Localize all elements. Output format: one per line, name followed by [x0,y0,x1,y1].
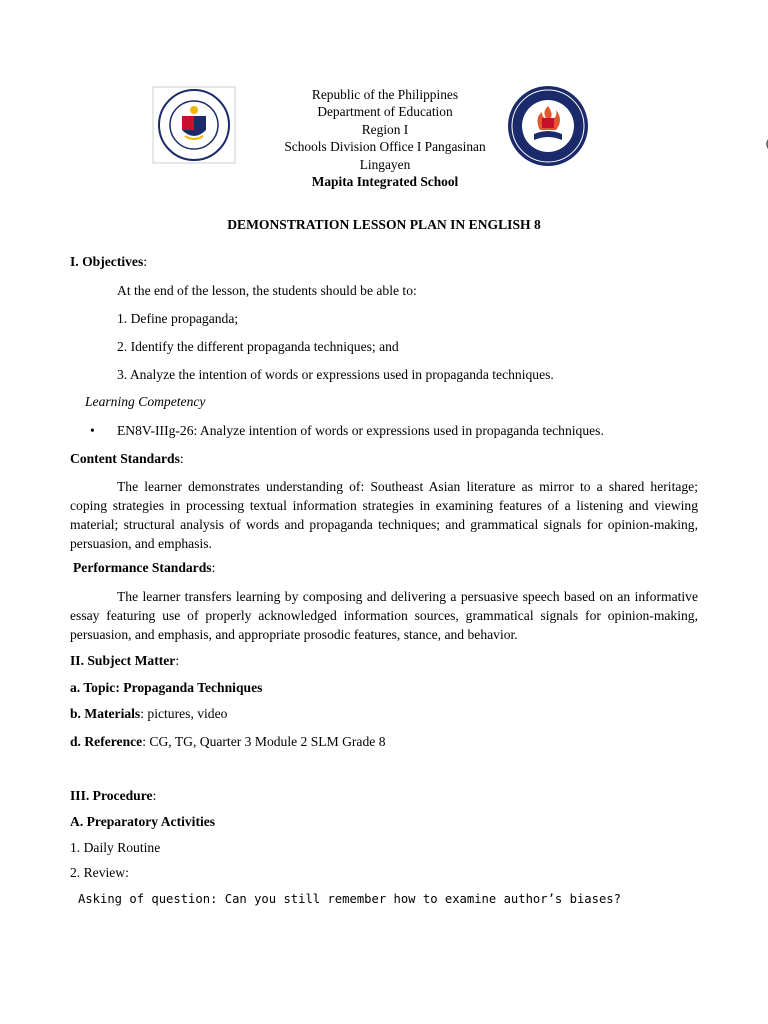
school-name: Mapita Integrated School [311,174,459,190]
objectives-heading: I. Objectives [70,254,144,269]
document-title: DEMONSTRATION LESSON PLAN IN ENGLISH 8 [227,217,541,232]
subject-matter-colon: : [175,653,180,668]
objective-item-3: 3. Analyze the intention of words or expressions used in propaganda techniques. [117,367,554,382]
content-standards-heading: Content Standards [70,451,180,466]
learning-competency-item [90,422,604,440]
subject-matter-heading-row [70,652,179,670]
subject-matter-heading: II. Subject Matter [70,653,176,668]
procedure-item-review: 2. Review: [70,865,129,880]
content-standards-colon: : [179,451,184,466]
learning-competency-heading: Learning Competency [85,394,206,409]
materials-value: : pictures, video [140,706,228,721]
page-edge-mark [762,136,768,152]
header-line-department: Department of Education [317,104,453,120]
subject-topic: a. Topic: Propaganda Techniques [70,680,263,695]
objectives-heading-row [70,253,147,271]
header-line-republic: Republic of the Philippines [311,87,459,102]
performance-standards-heading: Performance Standards [73,560,212,575]
subject-materials-row [70,705,227,723]
reference-value: : CG, TG, Quarter 3 Module 2 SLM Grade 8 [142,734,386,749]
bullet-icon: • [90,423,95,438]
objectives-heading-colon: : [143,254,148,269]
objectives-intro: At the end of the lesson, the students should be able to: [117,283,417,298]
procedure-heading-row [70,787,156,805]
learning-competency-text: EN8V-IIIg-26: Analyze intention of words or expressions used in propaganda techniques. [117,423,604,438]
content-standards-paragraph: The learner demonstrates understanding of: Southeast Asian literature as mirror to a shared heritage; coping strategies in processing textual information strategies in examining features of a listening and viewing material; structural analysis of words and propaganda techniques; and grammatical signals for opinion-making, persuasion, and emphasis. [70,479,698,551]
objective-item-1: 1. Define propaganda; [117,311,239,326]
subject-reference-row [70,733,386,751]
performance-standards-heading-row [73,559,215,577]
performance-standards-paragraph: The learner transfers learning by composing and delivering a persuasive speech based on an informative essay featuring use of properly acknowledged information sources, grammatical signals for opinion-making, persuasion, and emphasis, and appropriate prosodic features, stance, and behavior. [70,589,698,642]
objective-item-2: 2. Identify the different propaganda techniques; and [117,339,399,354]
header-line-region: Region I [361,121,409,137]
reference-label: d. Reference [70,734,143,749]
review-question: Asking of question: Can you still remember how to examine author’s biases? [78,892,621,906]
procedure-colon: : [152,788,157,803]
document-header [200,86,570,190]
performance-standards-colon: : [211,560,216,575]
header-line-division: Schools Division Office I Pangasinan [284,139,486,155]
materials-label: b. Materials [70,706,141,721]
content-standards-heading-row [70,450,184,468]
procedure-heading: III. Procedure [70,788,153,803]
header-line-municipality: Lingayen [359,156,411,172]
procedure-item-daily-routine: 1. Daily Routine [70,840,161,855]
preparatory-activities-heading: A. Preparatory Activities [70,814,216,829]
